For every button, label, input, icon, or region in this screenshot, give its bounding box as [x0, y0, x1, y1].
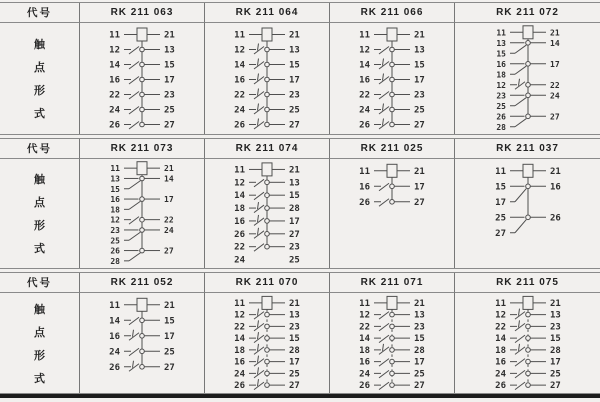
svg-text:11: 11 — [494, 298, 506, 309]
svg-text:28: 28 — [549, 345, 561, 356]
model-code-header: RK 211 074 — [205, 139, 330, 159]
svg-text:21: 21 — [414, 298, 425, 309]
svg-text:23: 23 — [414, 90, 425, 101]
svg-text:23: 23 — [549, 322, 561, 333]
svg-text:16: 16 — [495, 59, 506, 69]
svg-text:27: 27 — [549, 112, 560, 122]
svg-text:16: 16 — [234, 75, 245, 86]
svg-text:11: 11 — [109, 300, 120, 311]
svg-text:12: 12 — [110, 215, 120, 225]
svg-text:21: 21 — [549, 298, 561, 309]
svg-text:12: 12 — [234, 310, 245, 321]
model-code-header: RK 211 070 — [205, 273, 330, 293]
svg-text:25: 25 — [495, 101, 506, 111]
svg-text:17: 17 — [549, 357, 561, 368]
contact-diagram-cell — [205, 293, 330, 393]
svg-text:11: 11 — [234, 165, 245, 176]
contact-form-char: 式 — [34, 108, 45, 120]
svg-text:22: 22 — [494, 322, 506, 333]
svg-text:16: 16 — [494, 357, 506, 368]
svg-text:16: 16 — [359, 357, 370, 368]
svg-text:14: 14 — [234, 191, 245, 202]
contact-diagram — [82, 24, 202, 133]
svg-text:14: 14 — [109, 60, 120, 71]
svg-text:21: 21 — [414, 30, 425, 41]
svg-text:26: 26 — [234, 381, 245, 392]
section-header-row — [0, 3, 600, 23]
svg-text:21: 21 — [289, 30, 300, 41]
model-code-header: RK 211 075 — [455, 273, 600, 293]
contact-form-char: 式 — [34, 243, 45, 255]
contact-diagram — [332, 160, 452, 267]
contact-diagram-cell — [330, 159, 455, 268]
svg-text:14: 14 — [109, 316, 120, 327]
svg-text:13: 13 — [414, 45, 425, 56]
svg-text:18: 18 — [359, 345, 370, 356]
contact-form-char: 形 — [34, 220, 45, 232]
svg-text:22: 22 — [109, 90, 120, 101]
svg-text:15: 15 — [414, 60, 425, 71]
svg-text:17: 17 — [289, 75, 300, 86]
svg-text:15: 15 — [289, 334, 300, 345]
svg-text:22: 22 — [359, 322, 370, 333]
svg-text:22: 22 — [234, 322, 245, 333]
svg-text:26: 26 — [234, 120, 245, 131]
contact-diagram — [82, 160, 202, 267]
svg-text:12: 12 — [494, 310, 506, 321]
svg-text:15: 15 — [549, 334, 561, 345]
svg-text:16: 16 — [359, 182, 370, 193]
svg-text:24: 24 — [109, 347, 120, 358]
svg-text:16: 16 — [359, 75, 370, 86]
svg-text:24: 24 — [549, 91, 560, 101]
svg-text:28: 28 — [289, 345, 300, 356]
svg-text:27: 27 — [164, 246, 174, 256]
table-bottom-rule — [0, 393, 600, 398]
svg-text:18: 18 — [495, 70, 506, 80]
svg-text:14: 14 — [164, 174, 174, 184]
svg-text:15: 15 — [110, 184, 120, 194]
svg-text:17: 17 — [164, 75, 175, 86]
svg-text:26: 26 — [359, 197, 370, 208]
svg-text:12: 12 — [109, 45, 120, 56]
svg-text:14: 14 — [234, 60, 245, 71]
svg-text:25: 25 — [289, 255, 300, 266]
section-body-row — [0, 23, 600, 134]
svg-text:26: 26 — [494, 381, 506, 392]
contact-diagram — [468, 294, 588, 392]
svg-text:26: 26 — [359, 381, 370, 392]
svg-text:12: 12 — [359, 45, 370, 56]
code-column-header: 代号 — [0, 273, 80, 293]
svg-text:11: 11 — [109, 30, 120, 41]
svg-text:23: 23 — [495, 91, 506, 101]
svg-text:18: 18 — [234, 345, 245, 356]
svg-text:28: 28 — [495, 122, 506, 132]
svg-text:17: 17 — [164, 331, 175, 342]
svg-text:21: 21 — [289, 165, 300, 176]
svg-text:26: 26 — [110, 246, 120, 256]
svg-text:21: 21 — [549, 166, 561, 177]
contact-diagram-cell — [80, 293, 205, 393]
svg-text:16: 16 — [234, 357, 245, 368]
svg-text:14: 14 — [359, 60, 370, 71]
svg-text:13: 13 — [414, 310, 425, 321]
svg-text:25: 25 — [164, 105, 175, 116]
contact-diagram-cell — [330, 23, 455, 134]
section-body-row — [0, 159, 600, 268]
svg-text:23: 23 — [110, 226, 120, 235]
svg-text:27: 27 — [494, 228, 506, 239]
model-code-header: RK 211 052 — [80, 273, 205, 293]
contact-form-char: 点 — [34, 62, 45, 74]
svg-text:12: 12 — [234, 178, 245, 189]
svg-text:18: 18 — [234, 204, 245, 215]
svg-text:17: 17 — [549, 59, 560, 69]
contact-diagram-cell — [205, 159, 330, 268]
svg-text:21: 21 — [164, 164, 174, 174]
contact-diagram — [207, 294, 327, 392]
contact-form-char: 触 — [34, 303, 45, 316]
contact-diagram — [207, 24, 327, 133]
svg-text:15: 15 — [494, 182, 506, 193]
svg-text:13: 13 — [289, 45, 300, 56]
contact-diagram-cell — [330, 293, 455, 393]
svg-text:14: 14 — [494, 334, 506, 345]
svg-text:28: 28 — [414, 345, 425, 356]
svg-text:21: 21 — [414, 166, 425, 177]
svg-text:14: 14 — [549, 38, 560, 48]
svg-text:27: 27 — [289, 381, 300, 392]
svg-text:14: 14 — [359, 334, 370, 345]
svg-text:16: 16 — [109, 331, 120, 342]
svg-text:12: 12 — [234, 45, 245, 56]
svg-text:24: 24 — [234, 255, 245, 266]
svg-text:22: 22 — [359, 90, 370, 101]
contact-diagram-cell — [80, 23, 205, 134]
svg-text:24: 24 — [359, 105, 370, 116]
svg-text:27: 27 — [414, 120, 425, 131]
svg-text:15: 15 — [289, 191, 300, 202]
svg-text:15: 15 — [414, 334, 425, 345]
model-code-header: RK 211 073 — [80, 139, 205, 159]
svg-text:22: 22 — [234, 90, 245, 101]
contact-form-char: 形 — [34, 349, 45, 362]
svg-text:25: 25 — [289, 369, 300, 380]
svg-text:23: 23 — [289, 90, 300, 101]
svg-text:27: 27 — [164, 120, 175, 131]
contact-diagram — [332, 24, 452, 133]
svg-text:15: 15 — [164, 316, 175, 327]
svg-text:28: 28 — [110, 256, 120, 266]
svg-text:11: 11 — [359, 298, 370, 309]
svg-text:27: 27 — [549, 381, 561, 392]
model-code-header: RK 211 066 — [330, 3, 455, 23]
svg-text:21: 21 — [164, 30, 175, 41]
svg-text:28: 28 — [289, 204, 300, 215]
svg-text:27: 27 — [289, 229, 300, 240]
svg-text:27: 27 — [414, 197, 425, 208]
contact-form-label — [0, 23, 80, 134]
contact-form-char: 形 — [34, 85, 45, 97]
svg-text:24: 24 — [234, 369, 245, 380]
svg-text:23: 23 — [414, 322, 425, 333]
svg-text:16: 16 — [234, 216, 245, 227]
svg-text:13: 13 — [549, 310, 561, 321]
model-code-header: RK 211 025 — [330, 139, 455, 159]
svg-text:14: 14 — [234, 334, 245, 345]
model-code-header: RK 211 071 — [330, 273, 455, 293]
svg-text:22: 22 — [164, 215, 174, 225]
code-column-header: 代号 — [0, 139, 80, 159]
svg-text:16: 16 — [549, 182, 561, 193]
code-column-header: 代号 — [0, 3, 80, 23]
svg-text:22: 22 — [549, 80, 560, 90]
section-body-row — [0, 293, 600, 393]
svg-text:17: 17 — [414, 75, 425, 86]
svg-text:25: 25 — [414, 369, 425, 380]
svg-text:24: 24 — [234, 105, 245, 116]
contact-diagram — [468, 24, 588, 133]
svg-text:26: 26 — [495, 112, 506, 122]
contact-diagram-cell — [80, 159, 205, 268]
svg-text:27: 27 — [164, 362, 175, 373]
model-code-header: RK 211 072 — [455, 3, 600, 23]
contact-form-char: 触 — [34, 39, 45, 51]
svg-text:24: 24 — [109, 105, 120, 116]
svg-text:23: 23 — [164, 90, 175, 101]
svg-text:11: 11 — [494, 166, 506, 177]
svg-text:25: 25 — [494, 213, 506, 224]
svg-text:15: 15 — [289, 60, 300, 71]
svg-text:23: 23 — [289, 242, 300, 253]
svg-text:17: 17 — [414, 357, 425, 368]
svg-text:12: 12 — [359, 310, 370, 321]
svg-text:21: 21 — [164, 300, 175, 311]
model-code-header: RK 211 037 — [455, 139, 600, 159]
svg-text:13: 13 — [289, 310, 300, 321]
model-code-header: RK 211 063 — [80, 3, 205, 23]
svg-text:17: 17 — [289, 216, 300, 227]
contact-diagram-cell — [455, 293, 600, 393]
section-header-row — [0, 139, 600, 159]
svg-text:16: 16 — [110, 195, 120, 205]
svg-text:12: 12 — [495, 80, 506, 90]
svg-text:17: 17 — [414, 182, 425, 193]
svg-text:13: 13 — [164, 45, 175, 56]
svg-text:13: 13 — [110, 174, 120, 184]
contact-form-char: 触 — [34, 174, 45, 186]
svg-text:24: 24 — [359, 369, 370, 380]
contact-diagram-cell — [455, 23, 600, 134]
svg-text:11: 11 — [234, 30, 245, 41]
contact-form-char: 点 — [34, 326, 45, 339]
contact-form-char: 式 — [34, 372, 45, 385]
svg-text:11: 11 — [495, 28, 506, 38]
svg-text:18: 18 — [494, 345, 506, 356]
svg-text:17: 17 — [164, 195, 174, 205]
svg-text:25: 25 — [289, 105, 300, 116]
svg-text:18: 18 — [110, 205, 120, 215]
svg-text:11: 11 — [110, 164, 120, 174]
contact-form-char: 点 — [34, 197, 45, 209]
svg-text:25: 25 — [414, 105, 425, 116]
svg-text:26: 26 — [109, 120, 120, 131]
contact-diagram-cell — [205, 23, 330, 134]
svg-text:25: 25 — [110, 236, 120, 246]
svg-text:26: 26 — [234, 229, 245, 240]
svg-text:23: 23 — [289, 322, 300, 333]
contact-diagram — [468, 160, 588, 267]
svg-text:26: 26 — [109, 362, 120, 373]
contact-form-label — [0, 293, 80, 393]
relay-contact-table — [0, 2, 600, 398]
svg-text:13: 13 — [495, 38, 506, 48]
contact-diagram — [332, 294, 452, 392]
contact-form-label — [0, 159, 80, 268]
svg-text:17: 17 — [494, 197, 506, 208]
model-code-header: RK 211 064 — [205, 3, 330, 23]
svg-text:21: 21 — [549, 28, 560, 38]
svg-text:11: 11 — [234, 298, 245, 309]
svg-text:16: 16 — [109, 75, 120, 86]
svg-text:24: 24 — [494, 369, 506, 380]
section-header-row — [0, 273, 600, 293]
svg-text:15: 15 — [495, 49, 506, 59]
contact-diagram-cell — [455, 159, 600, 268]
contact-diagram — [82, 294, 202, 392]
svg-text:15: 15 — [164, 60, 175, 71]
svg-text:24: 24 — [164, 226, 174, 235]
svg-text:27: 27 — [414, 381, 425, 392]
contact-diagram — [207, 160, 327, 267]
svg-text:17: 17 — [289, 357, 300, 368]
svg-text:25: 25 — [164, 347, 175, 358]
svg-text:22: 22 — [234, 242, 245, 253]
svg-text:11: 11 — [359, 30, 370, 41]
svg-text:26: 26 — [359, 120, 370, 131]
svg-text:27: 27 — [289, 120, 300, 131]
svg-text:11: 11 — [359, 166, 370, 177]
svg-text:13: 13 — [289, 178, 300, 189]
svg-text:21: 21 — [289, 298, 300, 309]
svg-text:25: 25 — [549, 369, 561, 380]
svg-text:26: 26 — [549, 213, 561, 224]
